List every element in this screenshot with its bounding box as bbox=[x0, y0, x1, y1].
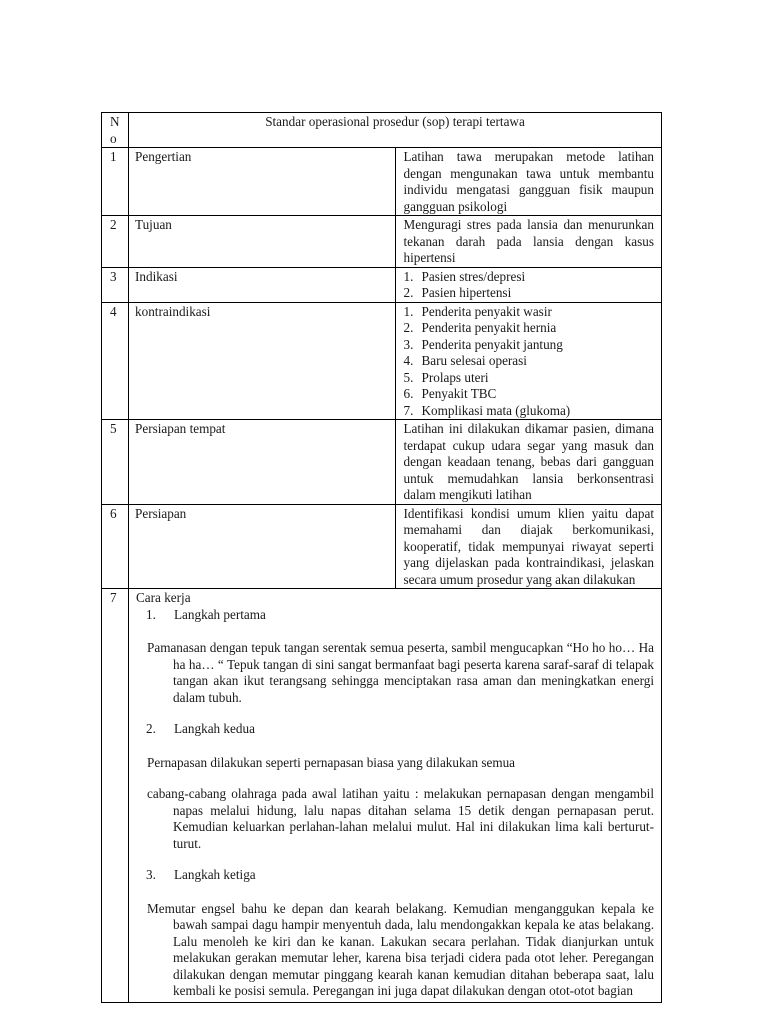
indikasi-list bbox=[404, 269, 655, 302]
step-heading: 3. Langkah ketiga bbox=[146, 867, 256, 882]
list-item: 7. Komplikasi mata (glukoma) bbox=[403, 402, 571, 418]
cara-kerja-heading: Cara kerja bbox=[136, 590, 191, 605]
sop-table bbox=[101, 112, 662, 1003]
row-content bbox=[395, 302, 662, 420]
table-row bbox=[102, 148, 662, 216]
list-item: 4. Baru selesai operasi bbox=[403, 353, 527, 368]
table-row bbox=[102, 589, 662, 1003]
kontraindikasi-list bbox=[404, 304, 655, 420]
header-no-line2: o bbox=[110, 130, 117, 146]
row-number: 3 bbox=[102, 267, 129, 302]
step-paragraph: Memutar engsel bahu ke depan dan kearah belakang. Kemudian menganggukan kepala ke bawah sampai dagu hampir menyentuh dada, lalu mendongakkan kepala ke atas belakang. Lalu menoleh ke kiri dan ke kanan. Lakukan secara perlahan. Tidak dianjurkan untuk melakukan gerakan memutar leher, karena bisa terjadi cidera pada otot leher. Peregangan dilakukan dengan memutar pinggang kearah kanan kemudian ditahan beberapa saat, lalu kembali ke posisi semula. Peregangan ini juga dapat dilakukan dengan otot-otot bagian bbox=[147, 900, 654, 998]
list-item: 5. Prolaps uteri bbox=[403, 369, 489, 385]
header-no-line1: N bbox=[110, 114, 120, 129]
table-row bbox=[102, 420, 662, 505]
table-row bbox=[102, 267, 662, 302]
document-page bbox=[101, 112, 662, 1003]
row-number: 6 bbox=[102, 504, 129, 589]
table-row bbox=[102, 504, 662, 589]
cara-kerja-cell bbox=[129, 589, 662, 1003]
row-label: Tujuan bbox=[129, 216, 396, 268]
list-item: 2. Pasien hipertensi bbox=[403, 285, 512, 300]
table-header-row bbox=[102, 113, 662, 148]
list-item: 2. Penderita penyakit hernia bbox=[403, 320, 557, 335]
row-label: Persiapan bbox=[129, 504, 396, 589]
row-content: Menguragi stres pada lansia dan menurunkan tekanan darah pada lansia dengan kasus hipertensi bbox=[395, 216, 662, 268]
row-number: 4 bbox=[102, 302, 129, 420]
row-number: 5 bbox=[102, 420, 129, 505]
table-title: Standar operasional prosedur (sop) terapi tertawa bbox=[129, 113, 662, 148]
row-number: 2 bbox=[102, 216, 129, 268]
list-item: 1. Pasien stres/depresi bbox=[403, 268, 526, 284]
row-number: 1 bbox=[102, 148, 129, 216]
step-paragraph: Pamanasan dengan tepuk tangan serentak semua peserta, sambil mengucapkan “Ho ho ho… Ha ha ha… “ Tepuk tangan di sini sangat bermanfaat bagi peserta karena saraf-saraf di telapak tangan akan ikut terangsang sehingga menciptakan rasa aman dan meningkatkan energi dalam tubuh. bbox=[147, 640, 654, 705]
step-heading: 2. Langkah kedua bbox=[146, 721, 255, 736]
step-paragraph: Pernapasan dilakukan seperti pernapasan biasa yang dilakukan semua bbox=[147, 754, 516, 770]
list-item: 1. Penderita penyakit wasir bbox=[403, 303, 552, 319]
row-content bbox=[395, 267, 662, 302]
list-item: 6. Penyakit TBC bbox=[403, 386, 497, 401]
row-label: Persiapan tempat bbox=[129, 420, 396, 505]
header-no-cell bbox=[102, 113, 129, 148]
row-label: Pengertian bbox=[129, 148, 396, 216]
table-row bbox=[102, 302, 662, 420]
row-number: 7 bbox=[102, 589, 129, 1003]
row-content: Latihan ini dilakukan dikamar pasien, dimana terdapat cukup udara segar yang masuk dan dengan keadaan tenang, bebas dari gangguan untuk memudahkan lansia berkonsentrasi dalam mengikuti latihan bbox=[395, 420, 662, 505]
step-paragraph: cabang-cabang olahraga pada awal latihan yaitu : melakukan pernapasan dengan mengambil napas melalui hidung, lalu napas ditahan selama 15 detik dengan pernapasan perut. Kemudian keluarkan perlahan-lahan melalui mulut. Hal ini dilakukan lima kali berturut-turut. bbox=[147, 786, 654, 851]
row-content: Identifikasi kondisi umum klien yaitu dapat memahami dan diajak berkomunikasi, kooperatif, tidak mempunyai riwayat seperti yang dijelaskan pada kontraindikasi, jelaskan secara umum prosedur yang akan dilakukan bbox=[395, 504, 662, 589]
row-label: kontraindikasi bbox=[129, 302, 396, 420]
list-item: 3. Penderita penyakit jantung bbox=[403, 336, 563, 352]
row-content: Latihan tawa merupakan metode latihan dengan mengunakan tawa untuk membantu individu mengatasi gangguan fisik maupun gangguan psikologi bbox=[395, 148, 662, 216]
table-row bbox=[102, 216, 662, 268]
step-heading: 1. Langkah pertama bbox=[146, 606, 266, 622]
row-label: Indikasi bbox=[129, 267, 396, 302]
